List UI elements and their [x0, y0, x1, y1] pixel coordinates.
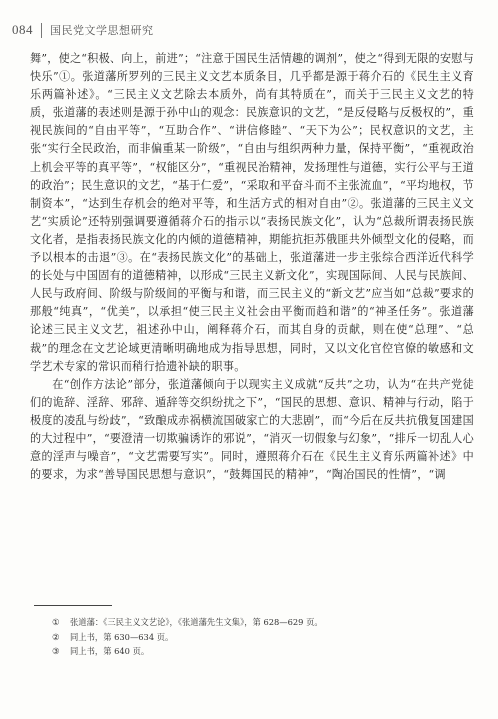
- footnote-mark: ②: [52, 631, 60, 642]
- footnote-mark: ③: [52, 646, 60, 656]
- footnotes: [52, 615, 472, 659]
- body-text: [30, 50, 474, 484]
- paragraph-2: 在“创作方法论”部分，张道藩倾向于以现实主义成就“反共”之功，认为“在共产党徒们的诡辞、淫辞、邪辞、遁辞等交织纷扰之下”，“国民的思想、意识、精神与行动，陷于极度的凌乱与纷歧”，“致酿成赤祸横流国破家亡的大悲剧”，而“今后在反共抗俄复国建国的大过程中”，“要澄清一切欺骗诱诈的邪说”，“消灭一切假象与幻象”，“排斥一切乱人心意的淫声与噪音”，“文艺需要写实”。同时，遵照蒋介石在《民生主义育乐两篇补述》中的要求，为求“善导国民思想与意识”，“鼓舞国民的精神”，“陶冶国民的性情”，“调: [30, 377, 474, 482]
- footnote-mark: ①: [52, 617, 60, 627]
- page-number: 084: [12, 22, 33, 37]
- footnote-1: [52, 615, 472, 630]
- footnote-text: 同上书，第 630—634 页。: [70, 631, 174, 642]
- running-title: 国民党文学思想研究: [50, 24, 154, 37]
- footnote-2: [52, 630, 472, 645]
- footnote-divider: [34, 605, 112, 606]
- running-header: [12, 18, 486, 42]
- footnote-text: 张道藩：《三民主义文艺论》，《张道藩先生文集》，第 628—629 页。: [70, 617, 323, 627]
- footnote-3: [52, 644, 472, 659]
- header-divider: [41, 23, 42, 38]
- footnote-text: 同上书，第 640 页。: [70, 646, 150, 656]
- paragraph-1: 舞”，使之“积极、向上，前进”；“注意于国民生活情趣的调剂”，使之“得到无限的安慰与快乐”①。张道藩所罗列的三民主义文艺本质条目，几乎都是源于蒋介石的《民生主义育乐两篇补述》。“三民主义文艺除去本质外，尚有其特质在”，而关于三民主义文艺的特质，张道藩的表述则是源于孙中山的观念：民族意识的文艺，“是反侵略与反极权的”，重视民族间的“自由平等”，“互助合作”、“讲信修睦”、“天下为公”；民权意识的文艺，主张“实行全民政治，而非偏重某一阶级”，“自由与组织两种力量，保持平衡”，“重视政治上机会平等的真平等”，“权能区分”，“重视民治精神，发扬理性与道德，实行公平与王道的政治”；民生意识的文艺，“基于仁爱”，“采取和平奋斗而不主张流血”，“平均地权，节制资本”，“达到生存机会的绝对平等，和生活方式的相对自由”②。张道藩的三民主义文艺“实质论”还特别强调要遵循蒋介石的指示以“表扬民族文化”，认为“总裁所谓表扬民族文化者，是指表扬民族文化的内倾的道德精神，期能抗拒苏俄匪共外倾型文化的侵略，而予以根本的击退”③。在“表扬民族文化”的基础上，张道藩进一步主张综合西洋近代科学的长处与中国固有的道德精神，以形成“三民主义新文化”，实现国际间、人民与民族间、人民与政府间、阶级与阶级间的平衡与和谐，而三民主义的“新文艺”应当如“总裁”要求的那般“纯真”，“优美”，以承担“使三民主义社会由平衡而趋和谐”的“神圣任务”。张道藩论述三民主义文艺，祖述孙中山，阐释蒋介石，而其自身的贡献，则在使“总理”、“总裁”的理念在文艺论域更清晰明确地成为指导思想，同时，又以文化官倥官僚的敏感和文学艺术专家的常识而稍行拾遗补缺的职事。: [30, 52, 474, 373]
